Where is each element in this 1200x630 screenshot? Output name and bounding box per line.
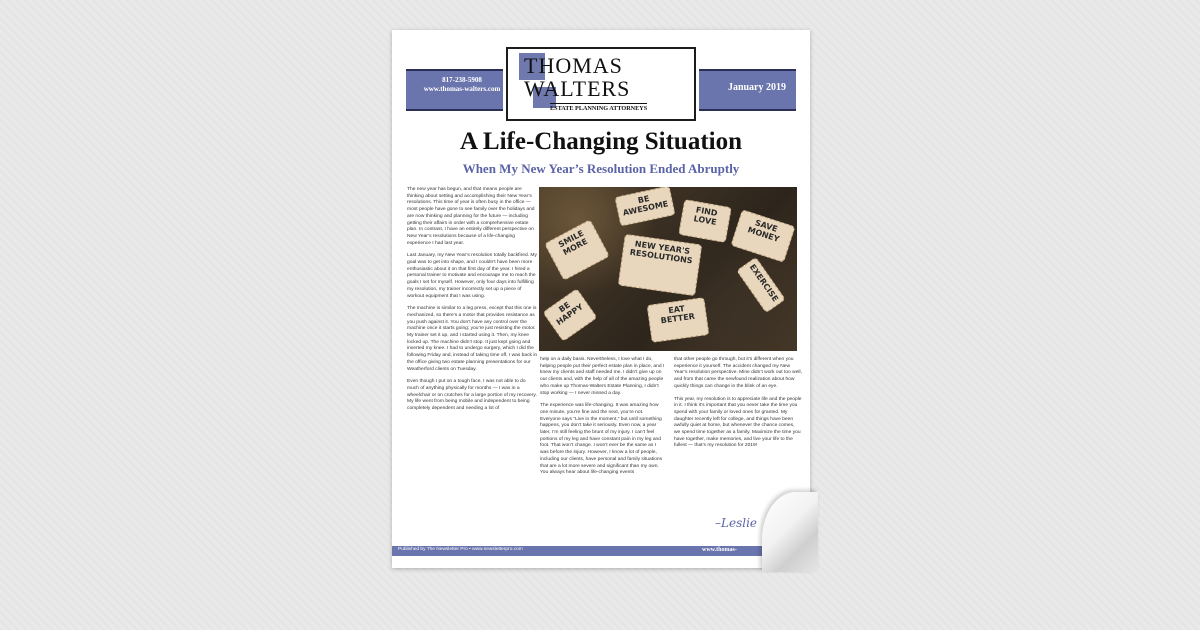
paragraph: Last January, my New Year’s resolution totally backfired. My goal was to get into shape, and I couldn’t have been more enthusiastic about it on that first day of the year. I hired a personal trainer to motivate and encourage me to reach the goals I set for myself. However, only four days into fulfilling my resolution, my trainer incorrectly set up a piece of workout equipment that I was using. (407, 253, 537, 299)
paragraph: help on a daily basis. Nevertheless, I love what I do, helping people put their perfect estate plan in place, and I knew my clients and staff needed me. I didn’t give up on our clients and, with the help of all of the amazing people who make up Thomas-Walters Estate Planning, I didn’t stop working — I never missed a day. (540, 357, 665, 396)
tag-be-awesome: BE AWESOME (614, 187, 675, 226)
author-signature: –Leslie (715, 516, 758, 530)
tag-resolutions: NEW YEAR'S RESOLUTIONS (618, 234, 702, 296)
footer-website: www.thomas- (702, 547, 737, 553)
logo-line-walters: WALTERS (524, 76, 631, 101)
website-link[interactable]: www.thomas-walters.com (423, 85, 501, 93)
paragraph: The machine is similar to a leg press, except that this one is mechanized, so there’s a motor that provides resistance as you push against it. You don’t have any control over the machine once it starts going; you’re just resisting the motor. My trainer set it up, and I started using it. Then, my knee locked up. The machine didn’t stop. It just kept going and inverted my knee. I had to undergo surgery, which I did the following Friday and, instead of taking time off, I was back in the office giving two estate planning presentations for our Weatherford clients on Tuesday. (407, 306, 538, 372)
article-column-3 (674, 357, 802, 456)
issue-date: January 2019 (727, 82, 786, 93)
resolutions-photo (539, 187, 797, 351)
tag-be-happy: BE HAPPY (542, 288, 597, 342)
footer-band (392, 546, 810, 556)
paragraph: This year, my resolution is to appreciate life and the people in it. I think it’s important that you never take the time you spend with your family or loved ones for granted. My daughter recently left for college, and things have been awfully quiet at home, but whenever the chance comes, we spend time together as a family. Maximize the time you have together, make memories, and live your life to the fullest — that’s my resolution for 2019! (674, 396, 802, 449)
logo-tagline: ESTATE PLANNING ATTORNEYS (550, 105, 648, 112)
firm-logo (506, 47, 696, 121)
tag-exercise: EXERCISE (736, 257, 785, 313)
article-headline: A Life-Changing Situation (459, 128, 742, 155)
paragraph: The experience was life-changing. It was amazing how one minute, you’re fine and the next, you’re not. Everyone says “Live in the moment,” but until something happens, you don’t take it seriously. Even now, a year later, I’m still feeling the brunt of my injury. I can’t feel portions of my leg and have constant pain in my leg and foot. That won’t change. I won’t ever be the same as I was before the injury. However, I know a lot of people, including our clients, have personal and family situations that are a lot more severe and significant than my own. You always hear about life-changing events (540, 403, 663, 476)
newsletter-page (392, 30, 810, 568)
tag-eat-better: EAT BETTER (647, 297, 710, 343)
article-column-2 (540, 357, 665, 483)
article-subhead: When My New Year’s Resolution Ended Abruptly (462, 161, 740, 176)
tag-find-love: FIND LOVE (678, 199, 732, 243)
tag-save-money: SAVE MONEY (730, 209, 795, 262)
logo-line-thomas: THOMAS (524, 53, 623, 78)
paragraph: that other people go through, but it’s different when you experience it yourself. The accident changed my New Year’s resolution perspective. Mine didn’t work out too well, and from that came the newfound realization about how quickly things can change in the blink of an eye. (674, 357, 802, 389)
tag-smile-more: SMILE MORE (544, 219, 610, 280)
article-column-1 (407, 187, 538, 419)
publisher-credit: Published by The Newsletter Pro • www.newsletterpro.com (398, 547, 523, 552)
paragraph: Even though I put on a tough face, I was not able to do much of anything physically for months — I was in a wheelchair or on crutches for a large portion of my recovery. My life went from being mobile and independent to being completely dependent and needing a lot of (407, 379, 537, 412)
paragraph: The new year has begun, and that means people are thinking about setting and accomplishing their New Year’s resolutions. This time of year is often busy in the office — most people have gone to see family over the holidays and are now thinking and planning for the future — including getting their affairs in order with a comprehensive estate plan. In contrast, I have an entirely different perspective on New Year’s resolutions because of a life-changing experience I had last year. (407, 187, 535, 246)
phone-number: 817-238-5908 (442, 76, 482, 84)
contact-info (414, 76, 510, 94)
